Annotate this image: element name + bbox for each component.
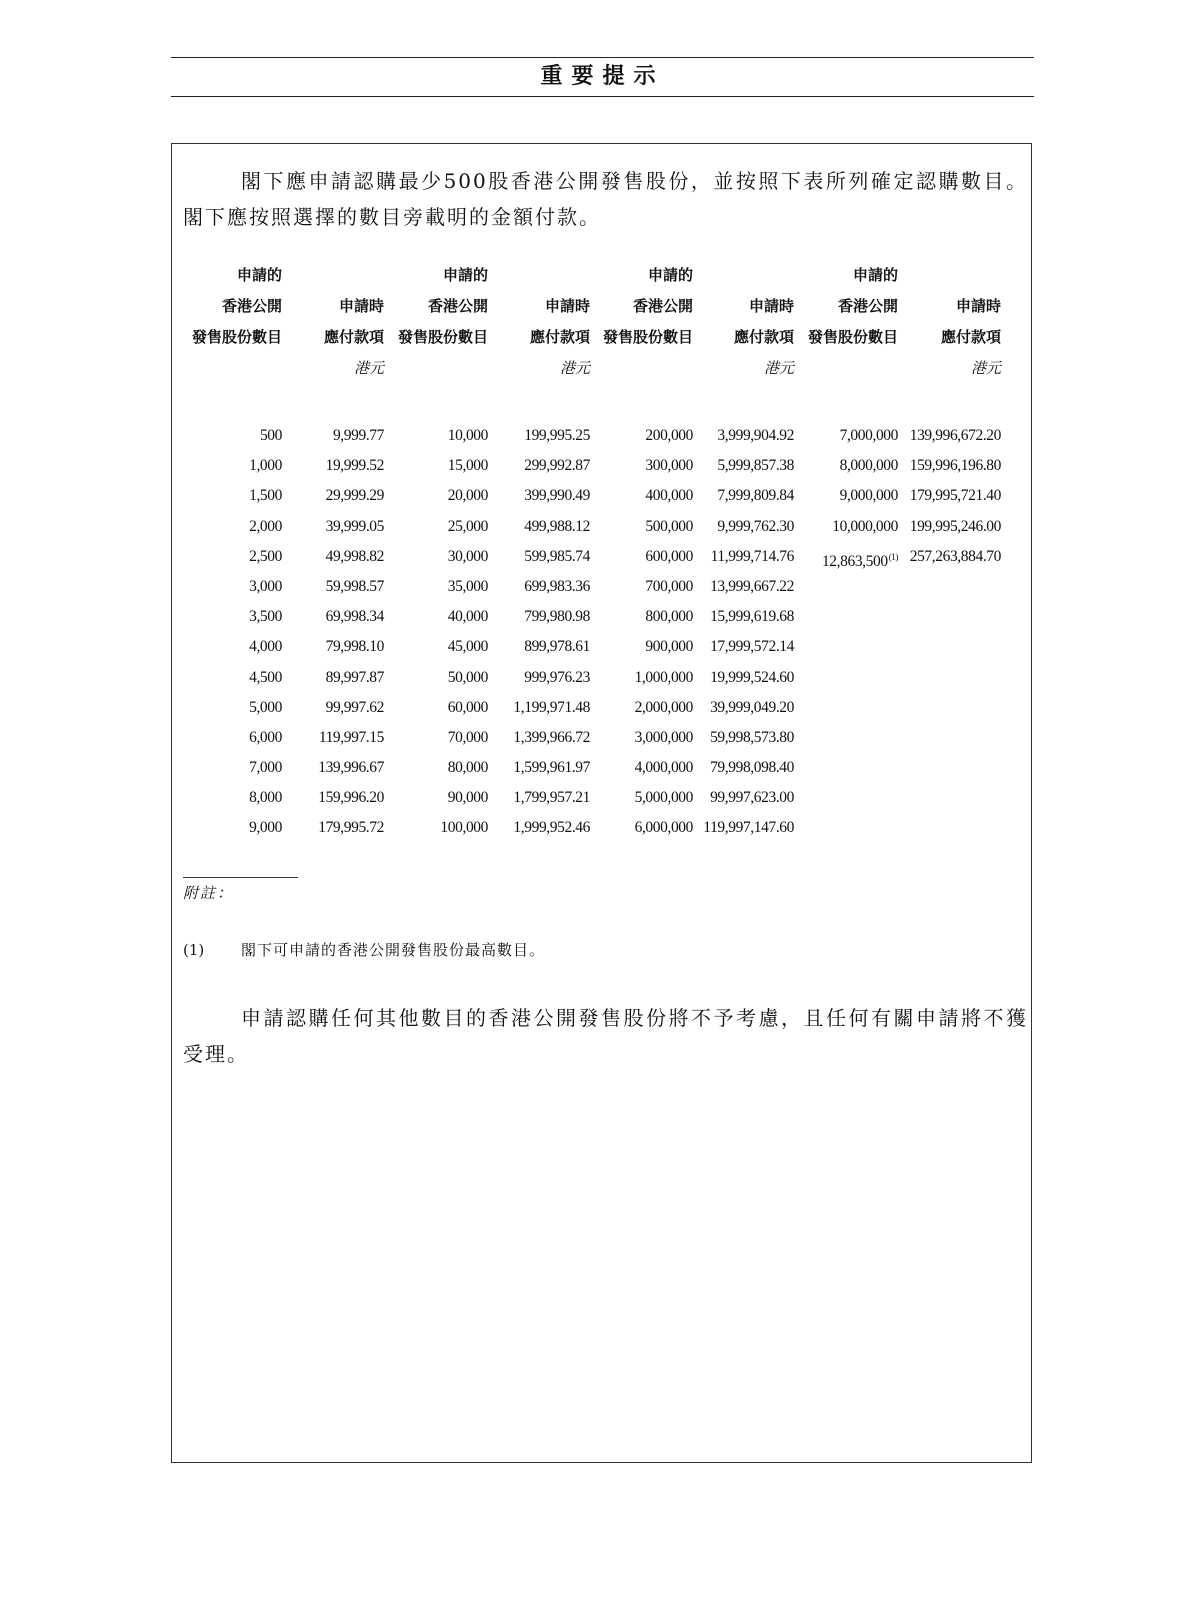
amount-header-3 — [734, 291, 794, 384]
shares-cell: 8,000,000 — [839, 457, 898, 475]
amount-cell: 1,399,966.72 — [513, 728, 590, 746]
shares-cell: 30,000 — [447, 547, 488, 565]
amount-cell: 5,999,857.38 — [717, 457, 794, 475]
shares-column-3 — [635, 421, 693, 844]
shares-header-4 — [808, 260, 898, 353]
amount-cell: 29,999.29 — [325, 487, 384, 505]
amount-header-line: 應付款項 — [323, 328, 384, 346]
shares-cell: 300,000 — [645, 457, 693, 475]
shares-cell: 15,000 — [447, 457, 488, 475]
shares-cell: 3,000 — [249, 577, 282, 595]
amount-cell: 79,998,098.40 — [710, 759, 794, 777]
amount-cell: 19,999,524.60 — [710, 668, 794, 686]
amount-cell: 199,995.25 — [524, 427, 590, 444]
amount-cell: 9,999.77 — [332, 427, 384, 444]
shares-cell: 3,000,000 — [634, 728, 693, 746]
amount-cell: 257,263,884.70 — [909, 547, 1001, 565]
amount-cell: 89,997.87 — [325, 668, 384, 686]
shares-cell: 6,000,000 — [634, 819, 693, 837]
amount-cell: 499,988.12 — [524, 517, 590, 535]
amount-cell: 39,999,049.20 — [710, 698, 794, 716]
shares-cell: 7,000,000 — [839, 427, 898, 444]
amount-column-1 — [318, 421, 384, 844]
amount-cell: 99,997.62 — [325, 698, 384, 716]
shares-header-line: 申請的 — [442, 266, 488, 284]
amount-cell: 49,998.82 — [325, 547, 384, 565]
amount-cell: 15,999,619.68 — [710, 608, 794, 626]
amount-cell: 399,990.49 — [524, 487, 590, 505]
shares-cell: 9,000 — [249, 819, 282, 837]
shares-cell: 10,000,000 — [832, 517, 898, 535]
shares-cell: 1,000,000 — [634, 668, 693, 686]
amount-header-line: 應付款項 — [940, 328, 1001, 346]
amount-cell: 159,996.20 — [318, 789, 384, 807]
amount-cell: 69,998.34 — [325, 608, 384, 626]
amount-cell: 9,999,762.30 — [717, 517, 794, 535]
shares-cell: 80,000 — [447, 759, 488, 777]
shares-cell: 900,000 — [645, 638, 693, 656]
page-title: 重要提示 — [540, 64, 665, 89]
shares-cell: 35,000 — [447, 577, 488, 595]
amount-header-4 — [941, 291, 1001, 384]
amount-cell: 11,999,714.76 — [710, 547, 794, 565]
amount-cell: 179,995,721.40 — [909, 487, 1001, 505]
amount-cell: 39,999.05 — [325, 517, 384, 535]
amount-column-4 — [910, 421, 1001, 572]
amount-cell: 1,199,971.48 — [513, 698, 590, 716]
amount-cell: 13,999,667.22 — [710, 577, 794, 595]
currency-unit: 港元 — [559, 359, 590, 377]
amount-cell: 17,999,572.14 — [710, 638, 794, 656]
shares-cell: 1,500 — [249, 487, 282, 505]
amount-header-line: 申請時 — [955, 297, 1001, 315]
shares-cell: 70,000 — [447, 728, 488, 746]
shares-column-1 — [249, 421, 282, 844]
shares-header-line: 香港公開 — [427, 297, 488, 315]
shares-cell: 500 — [259, 427, 282, 444]
content-frame — [171, 143, 1032, 1463]
amount-header-line: 申請時 — [544, 297, 590, 315]
amount-cell: 3,999,904.92 — [717, 427, 794, 444]
amount-cell: 199,995,246.00 — [909, 517, 1001, 535]
shares-cell: 3,500 — [249, 608, 282, 626]
intro-paragraph: 閣下應申請認購最少500股香港公開發售股份，並按照下表所列確定認購數目。 閣下應按照選擇的數目旁載明的金額付款。 — [183, 169, 1028, 229]
amount-header-line: 應付款項 — [733, 328, 794, 346]
amount-cell: 1,599,961.97 — [513, 759, 590, 777]
shares-header-line: 發售股份數目 — [602, 328, 693, 346]
amount-cell: 7,999,809.84 — [717, 487, 794, 505]
amount-header-line: 應付款項 — [529, 328, 590, 346]
shares-header-line: 香港公開 — [632, 297, 693, 315]
shares-cell: 8,000 — [249, 789, 282, 807]
closing-paragraph: 申請認購任何其他數目的香港公開發售股份將不予考慮，且任何有關申請將不獲受理。 — [183, 1006, 1028, 1066]
amount-cell: 59,998,573.80 — [710, 728, 794, 746]
amount-cell: 99,997,623.00 — [710, 789, 794, 807]
amount-cell: 79,998.10 — [325, 638, 384, 656]
shares-cell: 50,000 — [447, 668, 488, 686]
shares-cell: 4,000,000 — [634, 759, 693, 777]
amount-cell: 899,978.61 — [524, 638, 590, 656]
shares-header-line: 發售股份數目 — [807, 328, 898, 346]
shares-cell: 1,000 — [249, 457, 282, 475]
shares-header-line: 申請的 — [852, 266, 898, 284]
shares-cell: 45,000 — [447, 638, 488, 656]
amount-cell: 1,999,952.46 — [513, 819, 590, 837]
amount-cell: 139,996,672.20 — [909, 427, 1001, 444]
note-number: (1) — [183, 941, 205, 959]
amount-cell: 119,997.15 — [318, 728, 384, 746]
amount-cell: 599,985.74 — [524, 547, 590, 565]
shares-header-2 — [398, 260, 488, 353]
amount-column-2 — [513, 421, 590, 844]
shares-cell: 100,000 — [440, 819, 488, 837]
note-text: 閣下可申請的香港公開發售股份最高數目。 — [241, 941, 546, 959]
shares-header-line: 申請的 — [647, 266, 693, 284]
amount-header-line: 申請時 — [338, 297, 384, 315]
shares-cell: 400,000 — [645, 487, 693, 505]
shares-cell: 7,000 — [249, 759, 282, 777]
shares-cell: 600,000 — [645, 547, 693, 565]
amount-header-1 — [324, 291, 384, 384]
amount-cell: 139,996.67 — [318, 759, 384, 777]
shares-header-line: 香港公開 — [221, 297, 282, 315]
shares-header-line: 發售股份數目 — [191, 328, 282, 346]
shares-header-1 — [192, 260, 282, 353]
notes-rule — [183, 877, 298, 878]
amount-cell: 179,995.72 — [318, 819, 384, 837]
shares-cell: 2,500 — [249, 547, 282, 565]
footnote-marker: (1) — [888, 551, 898, 562]
shares-header-line: 發售股份數目 — [397, 328, 488, 346]
shares-cell: 20,000 — [447, 487, 488, 505]
amount-header-line: 申請時 — [748, 297, 794, 315]
header-rule-top — [171, 57, 1034, 58]
shares-cell: 200,000 — [645, 427, 693, 444]
shares-cell: 700,000 — [645, 577, 693, 595]
shares-column-2 — [440, 421, 488, 844]
shares-header-3 — [603, 260, 693, 353]
shares-cell: 5,000,000 — [634, 789, 693, 807]
amount-cell: 59,998.57 — [325, 577, 384, 595]
shares-cell: 40,000 — [447, 608, 488, 626]
shares-cell: 2,000 — [249, 517, 282, 535]
amount-cell: 699,983.36 — [524, 577, 590, 595]
amount-cell: 999,976.23 — [524, 668, 590, 686]
shares-cell: 90,000 — [447, 789, 488, 807]
amount-cell: 799,980.98 — [524, 608, 590, 626]
shares-cell: 4,500 — [249, 668, 282, 686]
shares-cell: 5,000 — [249, 698, 282, 716]
shares-cell: 4,000 — [249, 638, 282, 656]
amount-cell: 299,992.87 — [524, 457, 590, 475]
amount-cell: 119,997,147.60 — [703, 819, 794, 837]
amount-header-2 — [530, 291, 590, 384]
shares-cell: 2,000,000 — [634, 698, 693, 716]
header-rule-bottom — [171, 96, 1034, 97]
shares-header-line: 香港公開 — [837, 297, 898, 315]
amount-cell: 19,999.52 — [325, 457, 384, 475]
shares-cell-with-note — [822, 542, 898, 572]
currency-unit: 港元 — [970, 359, 1001, 377]
shares-cell: 60,000 — [447, 698, 488, 716]
amount-cell: 159,996,196.80 — [909, 457, 1001, 475]
shares-cell: 9,000,000 — [839, 487, 898, 505]
shares-cell: 25,000 — [447, 517, 488, 535]
currency-unit: 港元 — [353, 359, 384, 377]
shares-cell: 6,000 — [249, 728, 282, 746]
shares-header-line: 申請的 — [236, 266, 282, 284]
currency-unit: 港元 — [763, 359, 794, 377]
notes-title: 附註： — [183, 884, 235, 902]
shares-column-4 — [822, 421, 898, 572]
shares-cell: 800,000 — [645, 608, 693, 626]
shares-cell: 10,000 — [447, 427, 488, 444]
shares-cell-value: 12,863,500 — [821, 552, 888, 570]
shares-cell: 500,000 — [645, 517, 693, 535]
amount-column-3 — [703, 421, 794, 844]
amount-cell: 1,799,957.21 — [513, 789, 590, 807]
